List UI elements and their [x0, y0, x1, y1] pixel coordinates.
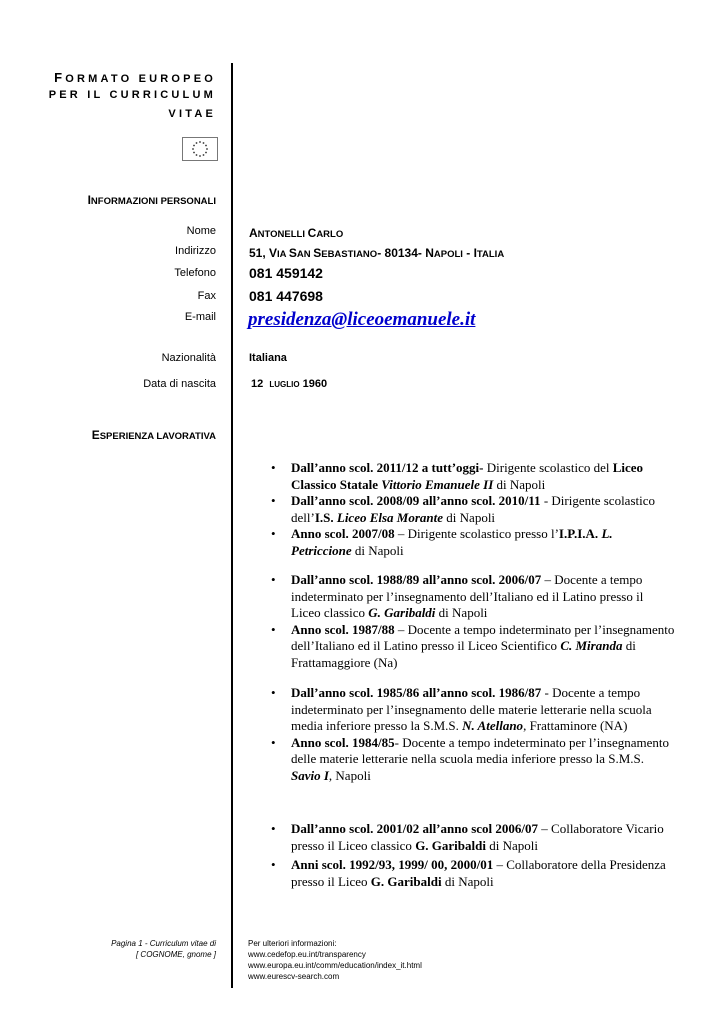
label-data-nascita: Data di nascita — [143, 378, 216, 390]
label-fax: Fax — [197, 290, 216, 302]
email-link[interactable]: presidenza@liceoemanuele.it — [248, 309, 476, 330]
section-work-experience: ESPERIENZA LAVORATIVA — [91, 428, 216, 442]
title-line-1: FORMATO EUROPEO — [54, 70, 216, 85]
label-telefono: Telefono — [174, 267, 216, 279]
value-data-nascita: 12 LUGLIO 1960 — [251, 378, 328, 390]
footer-link-europa[interactable]: www.europa.eu.int/comm/education/index_it.html — [248, 961, 422, 970]
footer-page-label — [111, 938, 216, 960]
label-indirizzo: Indirizzo — [175, 245, 216, 257]
column-divider — [231, 63, 233, 988]
title-line-2: PER IL CURRICULUM — [48, 89, 216, 101]
eu-flag-icon — [182, 137, 218, 161]
list-item: • Anno scol. 1984/85- Docente a tempo indeterminato per l’insegnamento delle materie letterarie nella scuola media inferiore presso la S.M.S. Savio I, Napoli — [270, 735, 675, 785]
experience-group-1 — [270, 460, 675, 559]
footer-left-line-1: Pagina 1 - Curriculum vitae di — [111, 939, 216, 948]
footer-link-eurescv[interactable]: www.eurescv-search.com — [248, 972, 340, 981]
experience-group-4 — [270, 820, 675, 890]
list-item: • Anno scol. 2007/08 – Dirigente scolastico presso l’I.P.I.A. L. Petriccione di Napoli — [270, 526, 675, 559]
footer-info — [248, 938, 422, 982]
value-nome: ANTONELLI CARLO — [249, 226, 344, 240]
list-item: • Dall’anno scol. 1985/86 all’anno scol. 1986/87 - Docente a tempo indeterminato per l’insegnamento delle materie letterarie nella scuola media inferiore presso la S.M.S. N. Atellano, Frattaminore (NA) — [270, 685, 675, 735]
value-fax: 081 447698 — [249, 288, 323, 304]
label-email: E-mail — [184, 311, 216, 323]
footer-info-heading: Per ulteriori informazioni: — [248, 939, 337, 948]
value-nazionalita: Italiana — [249, 352, 287, 364]
list-item: • Dall’anno scol. 2001/02 all’anno scol 2006/07 – Collaboratore Vicario presso il Liceo classico G. Garibaldi di Napoli — [270, 820, 675, 854]
value-indirizzo: 51, VIA SAN SEBASTIANO- 80134- NAPOLI - ITALIA — [249, 246, 505, 260]
value-telefono: 081 459142 — [249, 265, 323, 281]
list-item: • Anno scol. 1987/88 – Docente a tempo indeterminato per l’insegnamento dell’Italiano ed il Latino presso il Liceo Scientifico C. Miranda di Frattamaggiore (Na) — [270, 622, 675, 672]
footer-link-cedefop[interactable]: www.cedefop.eu.int/transparency — [248, 950, 366, 959]
list-item: • Anni scol. 1992/93, 1999/ 00, 2000/01 – Collaboratore della Presidenza presso il Liceo G. Garibaldi di Napoli — [270, 856, 675, 890]
experience-group-3 — [270, 685, 675, 784]
list-item: • Dall’anno scol. 2008/09 all’anno scol. 2010/11 - Dirigente scolastico dell’I.S. Liceo Elsa Morante di Napoli — [270, 493, 675, 526]
footer-left-line-2: [ COGNOME, gnome ] — [135, 950, 216, 959]
section-personal-info: INFORMAZIONI PERSONALI — [87, 193, 216, 207]
label-nome: Nome — [186, 225, 216, 237]
list-item: • Dall’anno scol. 2011/12 a tutt’oggi- Dirigente scolastico del Liceo Classico Statale Vittorio Emanuele II di Napoli — [270, 460, 675, 493]
title-line-3: VITAE — [168, 108, 216, 120]
experience-group-2 — [270, 572, 675, 671]
list-item: • Dall’anno scol. 1988/89 all’anno scol. 2006/07 – Docente a tempo indeterminato per l’insegnamento dell’Italiano ed il Latino presso il Liceo classico G. Garibaldi di Napoli — [270, 572, 675, 622]
label-nazionalita: Nazionalità — [161, 352, 216, 364]
